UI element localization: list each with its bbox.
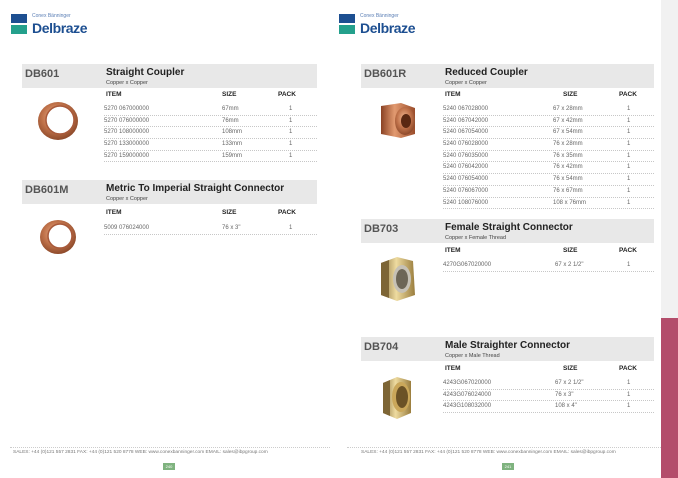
side-strip [661, 0, 678, 478]
table-row: 4243G076024000 76 x 3" 1 [443, 390, 654, 402]
reducer-photo-icon [375, 98, 419, 142]
coupler-photo-icon [34, 97, 82, 145]
table-row: 4243G067020000 67 x 2 1/2" 1 [443, 378, 654, 390]
product-section-db601r [361, 64, 654, 209]
logo-mark-icon [339, 14, 355, 34]
logo-mark-icon [11, 14, 27, 34]
product-section-db703 [361, 219, 654, 309]
col-item: ITEM [445, 365, 461, 372]
brand-name: Delbraze [32, 20, 88, 36]
table-row: 5009 076024000 76 x 3" 1 [104, 223, 317, 235]
table-header [445, 247, 654, 257]
col-size: SIZE [222, 91, 237, 98]
brand-small-text: Conex Bänninger [360, 13, 399, 19]
col-item: ITEM [445, 247, 461, 254]
table-header [106, 209, 317, 219]
table-row: 5270 076000000 76mm 1 [104, 116, 317, 128]
col-size: SIZE [563, 91, 578, 98]
col-size: SIZE [222, 209, 237, 216]
product-section-db704 [361, 337, 654, 427]
product-title: Straight Coupler [106, 67, 185, 78]
col-pack: PACK [619, 247, 637, 254]
table-row: 5240 108076000 108 x 76mm 1 [443, 198, 654, 210]
col-item: ITEM [106, 209, 122, 216]
col-pack: PACK [619, 365, 637, 372]
product-subtitle: Copper x Copper [106, 196, 148, 202]
product-subtitle: Copper x Copper [106, 80, 148, 86]
product-code: DB601 [25, 68, 60, 80]
product-title: Reduced Coupler [445, 67, 528, 78]
col-pack: PACK [278, 209, 296, 216]
product-table [443, 104, 654, 209]
table-row: 5270 133000000 133mm 1 [104, 139, 317, 151]
table-row: 5270 067000000 67mm 1 [104, 104, 317, 116]
product-title: Metric To Imperial Straight Connector [106, 183, 285, 194]
catalog-page-right [339, 0, 661, 478]
footer-contact: SALES: +44 (0)121 557 2831 FAX: +44 (0)121 520 8778 WEB: www.conexbanninger.com EMAIL: sales@ibpgroup.com [361, 450, 616, 455]
product-code: DB704 [364, 341, 399, 353]
brand-name: Delbraze [360, 20, 416, 36]
table-row: 5240 076042000 76 x 42mm 1 [443, 162, 654, 174]
product-code: DB601R [364, 68, 407, 80]
product-subtitle: Copper x Copper [445, 80, 487, 86]
product-subtitle: Copper x Male Thread [445, 353, 500, 359]
product-table [443, 378, 654, 413]
male-connector-photo-icon [377, 371, 417, 423]
product-title: Female Straight Connector [445, 222, 573, 233]
col-pack: PACK [278, 91, 296, 98]
table-header [445, 91, 654, 101]
product-section-db601m [22, 180, 317, 260]
table-row: 5240 076035000 76 x 35mm 1 [443, 151, 654, 163]
brand-small-text: Conex Bänninger [32, 13, 71, 19]
table-header [445, 365, 654, 375]
table-header [106, 91, 317, 101]
table-row: 5240 067042000 67 x 42mm 1 [443, 116, 654, 128]
col-size: SIZE [563, 247, 578, 254]
col-pack: PACK [619, 91, 637, 98]
table-row: 5270 108000000 108mm 1 [104, 127, 317, 139]
product-table [443, 260, 654, 272]
page-number: 240 [163, 463, 175, 470]
table-row: 5240 076067000 76 x 67mm 1 [443, 186, 654, 198]
col-item: ITEM [445, 91, 461, 98]
table-row: 5240 067028000 67 x 28mm 1 [443, 104, 654, 116]
table-row: 5240 076028000 76 x 28mm 1 [443, 139, 654, 151]
product-table [104, 223, 317, 235]
table-row: 4270G067020000 67 x 2 1/2" 1 [443, 260, 654, 272]
table-row: 4243G108032000 108 x 4" 1 [443, 401, 654, 413]
product-code: DB601M [25, 184, 69, 196]
product-title: Male Straighter Connector [445, 340, 571, 351]
table-row: 5240 076054000 76 x 54mm 1 [443, 174, 654, 186]
col-size: SIZE [563, 365, 578, 372]
table-row: 5270 159000000 159mm 1 [104, 151, 317, 163]
footer-contact: SALES: +44 (0)121 557 2831 FAX: +44 (0)121 520 8778 WEB: www.conexbanninger.com EMAIL: sales@ibpgroup.com [13, 450, 268, 455]
col-item: ITEM [106, 91, 122, 98]
product-table [104, 104, 317, 162]
footer-divider [10, 447, 330, 448]
product-code: DB703 [364, 223, 399, 235]
female-connector-photo-icon [375, 253, 421, 305]
section-tab [661, 318, 678, 478]
product-section-db601 [22, 64, 317, 168]
coupler-photo-icon [36, 215, 80, 259]
page-number: 241 [502, 463, 514, 470]
product-subtitle: Copper x Female Thread [445, 235, 507, 241]
footer-divider [347, 447, 661, 448]
table-row: 5240 067054000 67 x 54mm 1 [443, 127, 654, 139]
